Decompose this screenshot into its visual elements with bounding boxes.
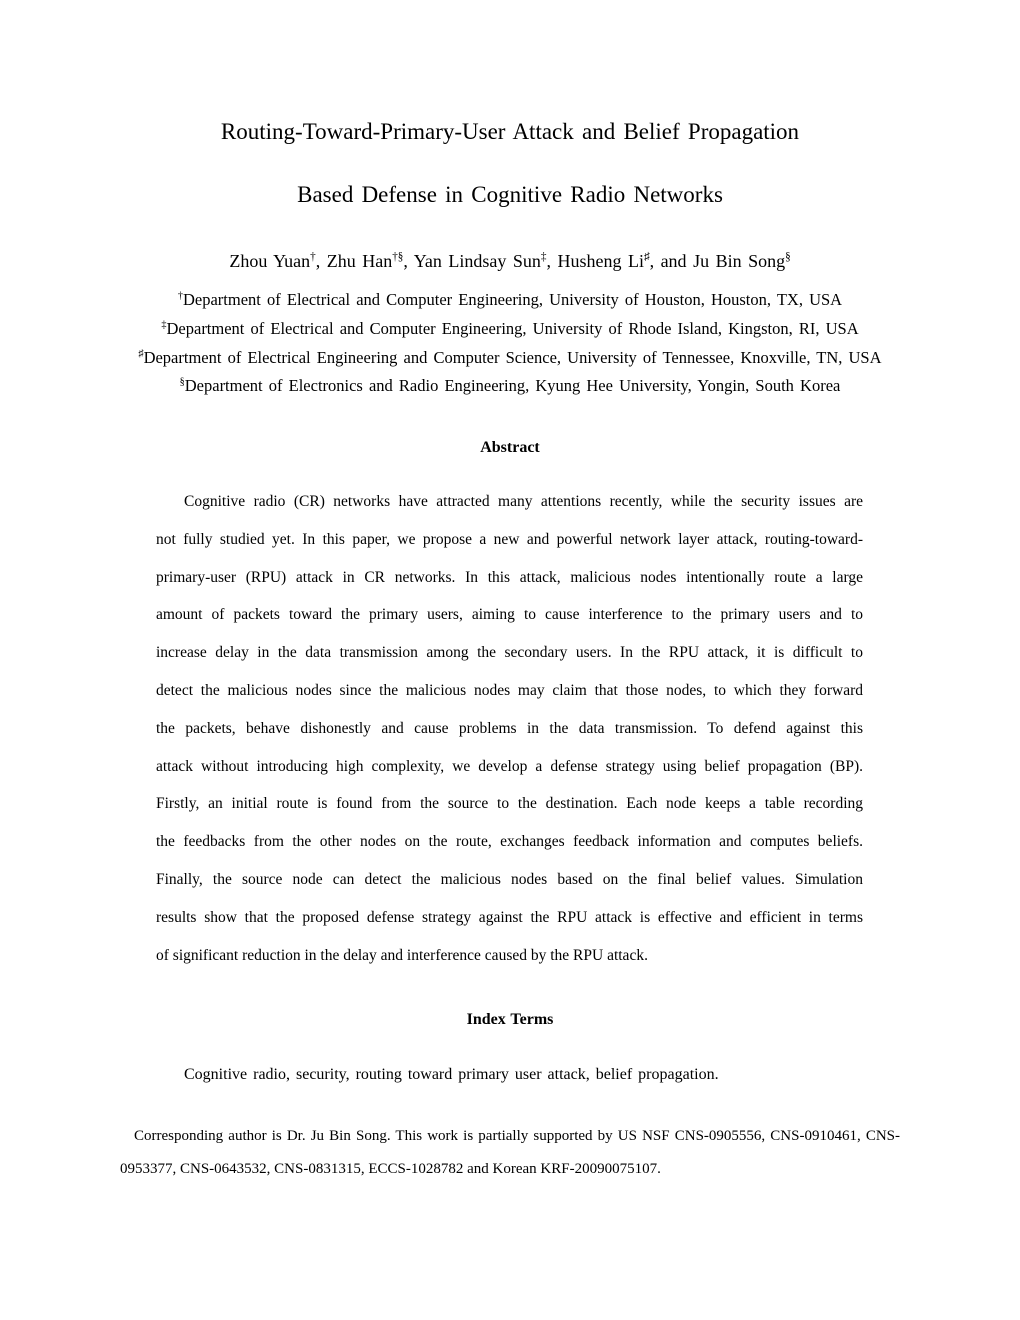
abstract-line: not fully studied yet. In this paper, we propose a new and powerful network layer attack, routing-toward- bbox=[156, 530, 863, 548]
paper-title-line2: Based Defense in Cognitive Radio Networks bbox=[297, 182, 723, 207]
affiliations bbox=[0, 286, 1020, 401]
abstract-line: attack without introducing high complexity, we develop a defense strategy using belief propagation (BP). bbox=[156, 757, 863, 775]
author-separator: , and bbox=[649, 251, 694, 271]
abstract-line: primary-user (RPU) attack in CR networks. In this attack, malicious nodes intentionally route a large bbox=[156, 568, 863, 586]
affiliation-text: Department of Electrical Engineering and Computer Science, University of Tennessee, Knoxville, TN, USA bbox=[143, 347, 882, 367]
affiliation-line-3 bbox=[0, 344, 1020, 373]
author-name: Yan Lindsay Sun bbox=[413, 251, 541, 271]
author-name: Zhu Han bbox=[326, 251, 393, 271]
affiliation-mark-icon: ♯ bbox=[643, 251, 650, 263]
affiliation-line-1 bbox=[0, 286, 1020, 315]
author-1 bbox=[229, 251, 326, 271]
affiliation-text: Department of Electronics and Radio Engineering, Kyung Hee University, Yongin, South Korea bbox=[184, 376, 841, 396]
abstract-line: Firstly, an initial route is found from the source to the destination. Each node keeps a table recording bbox=[156, 795, 863, 813]
author-4 bbox=[557, 251, 693, 271]
abstract-line: detect the malicious nodes since the malicious nodes may claim that those nodes, to which they forward bbox=[156, 681, 863, 699]
affiliation-mark-icon: ♯ bbox=[138, 348, 144, 360]
affiliation-mark-icon: †§ bbox=[392, 251, 404, 263]
affiliation-mark-icon: § bbox=[785, 251, 791, 263]
affiliation-text: Department of Electrical and Computer Engineering, University of Rhode Island, Kingston, RI, USA bbox=[166, 318, 859, 338]
affiliation-mark-icon: † bbox=[310, 251, 316, 263]
author-line bbox=[0, 248, 1020, 274]
footnote-line: Corresponding author is Dr. Ju Bin Song. This work is partially supported by US NSF CNS-0905556, CNS-0910461, CNS- bbox=[134, 1128, 900, 1144]
abstract-heading: Abstract bbox=[480, 439, 540, 456]
footnote bbox=[120, 1120, 900, 1186]
affiliation-line-4 bbox=[0, 372, 1020, 401]
abstract-line: results show that the proposed defense strategy against the RPU attack is effective and efficient in terms bbox=[156, 908, 863, 926]
abstract-line: the feedbacks from the other nodes on the route, exchanges feedback information and computes beliefs. bbox=[156, 833, 863, 851]
abstract-line: amount of packets toward the primary users, aiming to cause interference to the primary users and to bbox=[156, 606, 863, 624]
author-5 bbox=[693, 251, 791, 271]
author-separator: , bbox=[546, 251, 558, 271]
author-separator: , bbox=[403, 251, 414, 271]
affiliation-mark-icon: ‡ bbox=[161, 319, 167, 331]
affiliation-line-2 bbox=[0, 315, 1020, 344]
paper-title bbox=[0, 115, 1020, 212]
author-name: Zhou Yuan bbox=[229, 251, 311, 271]
abstract-line: Finally, the source node can detect the malicious nodes based on the final belief values. Simulation bbox=[156, 870, 863, 888]
author-2 bbox=[327, 251, 414, 271]
index-terms-heading: Index Terms bbox=[466, 1011, 554, 1028]
affiliation-text: Department of Electrical and Computer Engineering, University of Houston, Houston, TX, USA bbox=[182, 290, 843, 309]
index-terms-text: Cognitive radio, security, routing toward primary user attack, belief propagation. bbox=[184, 1066, 719, 1083]
abstract-text bbox=[156, 483, 863, 974]
abstract-line: increase delay in the data transmission among the secondary users. In the RPU attack, it is difficult to bbox=[156, 644, 863, 662]
author-3 bbox=[414, 251, 558, 271]
abstract-line: Cognitive radio (CR) networks have attracted many attentions recently, while the security issues are bbox=[184, 493, 863, 510]
abstract-line: of significant reduction in the delay and interference caused by the RPU attack. bbox=[156, 946, 648, 964]
author-separator: , bbox=[315, 251, 327, 271]
author-name: Husheng Li bbox=[557, 251, 644, 271]
affiliation-mark-icon: § bbox=[179, 376, 185, 388]
affiliation-mark-icon: † bbox=[177, 290, 183, 302]
author-name: Ju Bin Song bbox=[693, 251, 786, 271]
paper-title-line1: Routing-Toward-Primary-User Attack and Belief Propagation bbox=[220, 119, 800, 144]
abstract-line: the packets, behave dishonestly and cause problems in the data transmission. To defend against this bbox=[156, 719, 863, 737]
footnote-line: 0953377, CNS-0643532, CNS-0831315, ECCS-1028782 and Korean KRF-20090075107. bbox=[120, 1160, 661, 1177]
affiliation-mark-icon: ‡ bbox=[540, 251, 547, 263]
